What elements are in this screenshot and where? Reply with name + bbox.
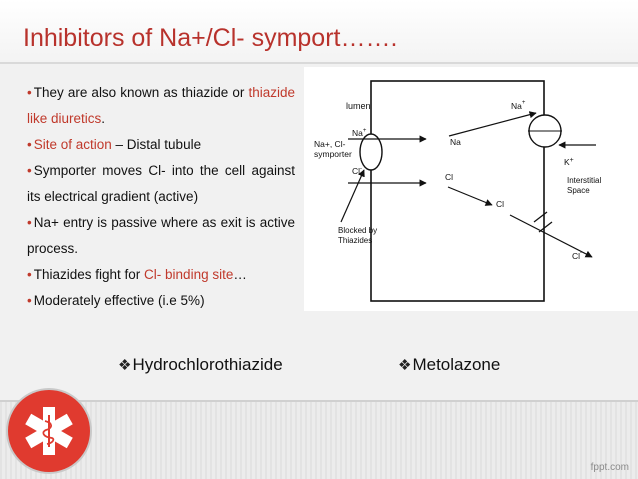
diamond-bullet-icon: ❖	[118, 357, 132, 374]
bullet-text: .	[101, 111, 106, 126]
drug-metolazone: ❖Metolazone	[398, 355, 501, 374]
channel-mark-1	[534, 212, 547, 222]
bullet-text: Na+ entry is passive where as exit is active process.	[27, 215, 295, 256]
bullet-item	[27, 210, 295, 262]
bullet-dot-icon: •	[27, 163, 32, 178]
bullet-text: Cl- binding site	[144, 267, 234, 282]
bullet-item	[27, 262, 295, 288]
cl-in-label: Cl-	[352, 166, 363, 176]
bullet-dot-icon: •	[27, 215, 32, 230]
bullet-text: Moderately effective (i.e 5%)	[33, 293, 205, 308]
interstitial-label-1: Interstitial	[567, 176, 602, 185]
medical-star-of-life-icon	[8, 390, 90, 472]
na-out-arrow	[449, 113, 536, 136]
slide-title: Inhibitors of Na+/Cl- symport…….	[23, 24, 398, 52]
na-in-label: Na+	[352, 128, 367, 138]
footer-band	[0, 402, 638, 479]
blocked-label-2: Thiazides	[338, 236, 373, 245]
title-band	[0, 0, 638, 62]
blocked-label-1: Blocked by	[338, 226, 378, 235]
na-cell-label: Na	[450, 137, 461, 147]
symport-diagram	[304, 67, 638, 311]
bullet-item	[27, 158, 295, 210]
cl-out-label: Cl-	[572, 250, 583, 261]
drug-hydrochlorothiazide: ❖Hydrochlorothiazide	[118, 355, 283, 374]
title-divider	[0, 62, 638, 64]
bullet-dot-icon: •	[27, 293, 32, 308]
blocked-arrow	[341, 170, 364, 222]
cl-cell-label: Cl	[445, 172, 454, 182]
k-label: K+	[564, 157, 574, 167]
lumen-label: lumen	[346, 101, 371, 111]
cl-exit-arrow-1	[448, 187, 492, 205]
symporter-label-1: Na+, Cl-	[314, 139, 346, 149]
bullet-dot-icon: •	[27, 137, 32, 152]
bullet-text: – Distal tubule	[111, 137, 202, 152]
bullet-item	[27, 132, 295, 158]
bullet-dot-icon: •	[27, 85, 32, 100]
interstitial-label-2: Space	[567, 186, 590, 195]
channel-mark-2	[539, 222, 552, 232]
bullet-text: Symporter moves Cl- into the cell against its electrical gradient (active)	[27, 163, 295, 204]
bullet-list	[27, 80, 295, 314]
bullet-text: thiazide like diuretics	[27, 85, 295, 126]
bullet-dot-icon: •	[27, 267, 32, 282]
bullet-item	[27, 288, 295, 314]
bullet-text: Thiazides fight for	[33, 267, 145, 282]
bullet-item	[27, 80, 295, 132]
bullet-text: …	[233, 267, 247, 282]
bullet-text: Site of action	[33, 137, 112, 152]
cl-mid-label: Cl	[496, 199, 505, 209]
bullet-text: They are also known as thiazide or	[33, 85, 249, 100]
diamond-bullet-icon: ❖	[398, 357, 412, 374]
watermark: fppt.com	[590, 462, 629, 473]
na-out-label: Na+	[511, 100, 526, 111]
symporter-label-2: symporter	[314, 149, 352, 159]
